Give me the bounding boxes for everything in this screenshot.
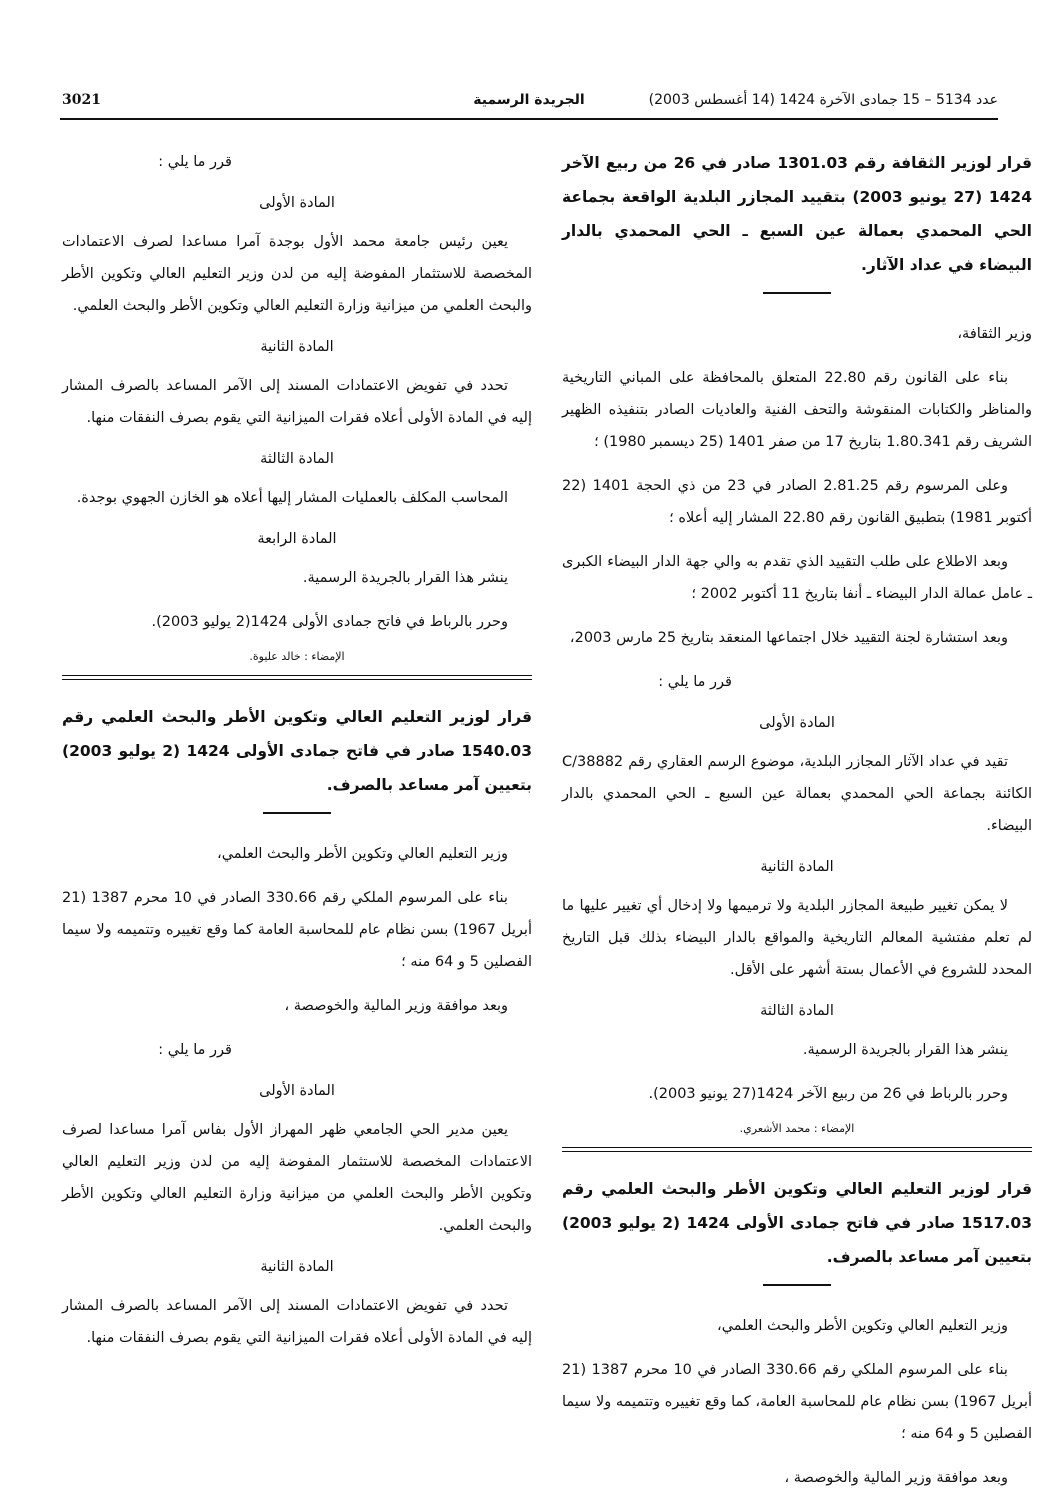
- decree-education-1540: [62, 700, 532, 1354]
- preamble-paragraph: بناء على المرسوم الملكي رقم 330.66 الصادر في 10 محرم 1387 (21 أبريل 1967) بسن نظام عام للمحاسبة العامة كما وقع تغييره وتتميمه ولا سيما الفصلين 5 و 64 منه ؛: [62, 890, 532, 970]
- section-divider: [62, 675, 532, 680]
- preamble-paragraph: وبعد موافقة وزير المالية والخوصصة ،: [284, 998, 508, 1014]
- minister-line: وزير التعليم العالي وتكوين الأطر والبحث العلمي،: [717, 1318, 1008, 1334]
- preamble-paragraph: وبعد الاطلاع على طلب التقييد الذي تقدم به والي جهة الدار البيضاء الكبرى ـ عامل عمالة الدار البيضاء ـ أنفا بتاريخ 11 أكتوبر 2002 ؛: [562, 554, 1032, 602]
- article-heading: المادة الثانية: [260, 1259, 334, 1275]
- article-text: تقيد في عداد الآثار المجازر البلدية، موضوع الرسم العقاري رقم 38882/C الكائنة بجماعة الحي المحمدي بعمالة عين السبع ـ الحي المحمدي بالدار البيضاء.: [562, 754, 1032, 834]
- article-text: المحاسب المكلف بالعمليات المشار إليها أعلاه هو الخازن الجهوي بوجدة.: [76, 490, 508, 506]
- article-heading: المادة الثانية: [760, 859, 834, 875]
- article-heading: المادة الرابعة: [257, 531, 337, 547]
- decree-education-1517: [562, 1172, 1032, 1494]
- page-header: [60, 92, 998, 120]
- article-text: تحدد في تفويض الاعتمادات المسند إلى الآمر المساعد بالصرف المشار إليه في المادة الأولى أعلاه فقرات الميزانية التي يقوم بصرف النفقات منها.: [62, 1298, 532, 1346]
- article-text: ينشر هذا القرار بالجريدة الرسمية.: [302, 570, 508, 586]
- done-at-line: وحرر بالرباط في 26 من ربيع الآخر 1424(27 يونيو 2003).: [648, 1086, 1008, 1102]
- right-column: [562, 146, 1033, 1486]
- issue-info: عدد 5134 – 15 جمادى الآخرة 1424 (14 أغسطس 2003): [648, 92, 998, 108]
- preamble-paragraph: وعلى المرسوم رقم 2.81.25 الصادر في 23 من ذي الحجة 1401 (22 أكتوبر 1981) بتطبيق القانون رقم 22.80 المشار إليه أعلاه ؛: [562, 478, 1032, 526]
- decree-culture-1301: [562, 146, 1032, 1135]
- minister-line: وزير الثقافة،: [957, 326, 1032, 342]
- decides-line: قرر ما يلي :: [158, 1042, 232, 1058]
- preamble-paragraph: بناء على المرسوم الملكي رقم 330.66 الصادر في 10 محرم 1387 (21 أبريل 1967) بسن نظام عام للمحاسبة العامة، كما وقع تغييره وتتميمه ولا سيما الفصلين 5 و 64 منه ؛: [562, 1362, 1032, 1442]
- article-heading: المادة الأولى: [259, 1083, 335, 1099]
- signature: الإمضاء : محمد الأشعري.: [739, 1122, 855, 1135]
- page-number: 3021: [62, 92, 101, 108]
- section-divider: [562, 1147, 1032, 1152]
- decree-education-1517-continued: [62, 146, 532, 663]
- decides-line: قرر ما يلي :: [158, 154, 232, 170]
- article-text: ينشر هذا القرار بالجريدة الرسمية.: [802, 1042, 1008, 1058]
- signature: الإمضاء : خالد عليوة.: [249, 650, 345, 663]
- article-heading: المادة الأولى: [759, 715, 835, 731]
- preamble-paragraph: بناء على القانون رقم 22.80 المتعلق بالمحافظة على المباني التاريخية والمناظر والكتابات المنقوشة والتحف الفنية والعاديات الصادر بتنفيذه الظهير الشريف رقم 1.80.341 بتاريخ 17 من صفر 1401 (25 ديسمبر 1980) ؛: [562, 370, 1032, 450]
- divider: [263, 812, 331, 814]
- preamble-paragraph: وبعد استشارة لجنة التقييد خلال اجتماعها المنعقد بتاريخ 25 مارس 2003،: [569, 630, 1008, 646]
- done-at-line: وحرر بالرباط في فاتح جمادى الأولى 1424(2 يوليو 2003).: [151, 614, 508, 630]
- journal-title: الجريدة الرسمية: [473, 92, 585, 108]
- minister-line: وزير التعليم العالي وتكوين الأطر والبحث العلمي،: [217, 846, 508, 862]
- article-text: تحدد في تفويض الاعتمادات المسند إلى الآمر المساعد بالصرف المشار إليه في المادة الأولى أعلاه فقرات الميزانية التي يقوم بصرف النفقات منها.: [62, 378, 532, 426]
- left-column: [62, 146, 532, 1476]
- article-heading: المادة الأولى: [259, 195, 335, 211]
- decree-title: قرار لوزير التعليم العالي وتكوين الأطر والبحث العلمي رقم 1540.03 صادر في فاتح جمادى الأولى 1424 (2 يوليو 2003) بتعيين آمر مساعد بالصرف.: [62, 708, 532, 794]
- article-text: لا يمكن تغيير طبيعة المجازر البلدية ولا ترميمها ولا إدخال أي تغيير عليها ما لم تعلم مفتشية المعالم التاريخية والمواقع بالدار البيضاء بذلك قبل التاريخ المحدد للشروع في الأعمال بستة أشهر على الأقل.: [562, 898, 1032, 978]
- article-heading: المادة الثالثة: [760, 1003, 834, 1019]
- decree-title: قرار لوزير التعليم العالي وتكوين الأطر والبحث العلمي رقم 1517.03 صادر في فاتح جمادى الأولى 1424 (2 يوليو 2003) بتعيين آمر مساعد بالصرف.: [562, 1180, 1032, 1266]
- preamble-paragraph: وبعد موافقة وزير المالية والخوصصة ،: [784, 1470, 1008, 1486]
- divider: [763, 1284, 831, 1286]
- article-text: يعين مدير الحي الجامعي ظهر المهراز الأول بفاس آمرا مساعدا لصرف الاعتمادات المخصصة للاستثمار المفوضة إليه من لدن وزير التعليم العالي وتكوين الأطر والبحث العلمي من ميزانية وزارة التعليم العالي وتكوين الأطر والبحث العلمي.: [62, 1122, 532, 1234]
- decides-line: قرر ما يلي :: [658, 674, 732, 690]
- article-text: يعين رئيس جامعة محمد الأول بوجدة آمرا مساعدا لصرف الاعتمادات المخصصة للاستثمار المفوضة إليه من لدن وزير التعليم العالي وتكوين الأطر والبحث العلمي من ميزانية وزارة التعليم العالي وتكوين الأطر والبحث العلمي.: [62, 234, 532, 314]
- article-heading: المادة الثالثة: [260, 451, 334, 467]
- article-heading: المادة الثانية: [260, 339, 334, 355]
- divider: [763, 292, 831, 294]
- decree-title: قرار لوزير الثقافة رقم 1301.03 صادر في 26 من ربيع الآخر 1424 (27 يونيو 2003) بتقييد المجازر البلدية الواقعة بجماعة الحي المحمدي بعمالة عين السبع ـ الحي المحمدي بالدار البيضاء في عداد الآثار.: [562, 154, 1033, 274]
